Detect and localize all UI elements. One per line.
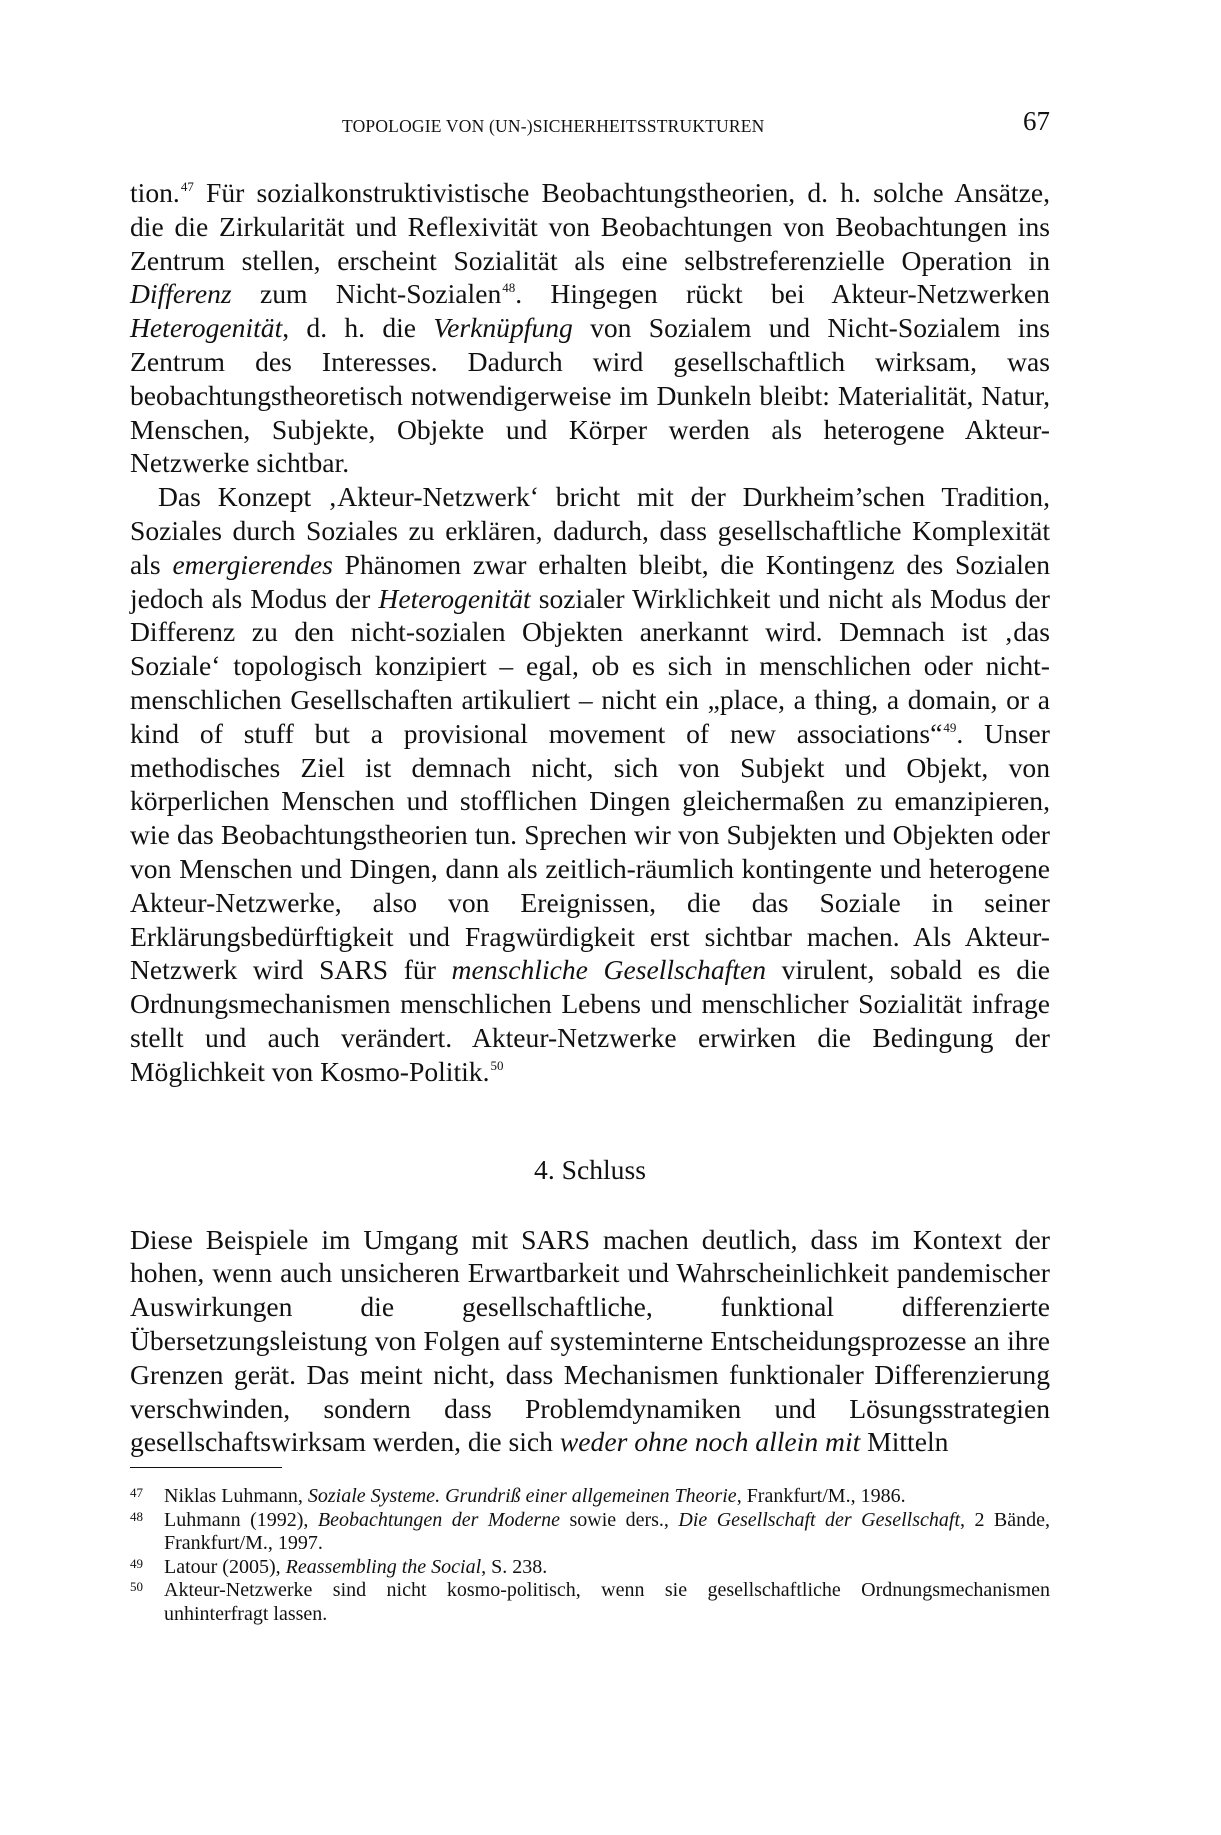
footnote-number: 50: [130, 1579, 143, 1594]
text-run: . Hingegen rückt bei Akteur-Netzwerken: [515, 278, 1050, 310]
footnote-ref-48[interactable]: 48: [502, 280, 516, 296]
text-run: Latour (2005),: [164, 1555, 286, 1578]
text-run: Für sozialkonstruktivistische Beobachtungstheorien, d. h. solche Ansätze, die die Zirkularität und Reflexivität von Beobachtungen von Beobachtungen ins Zentrum stellen, erscheint Sozialität als eine selbstreferenzielle Operation in: [130, 177, 1050, 276]
text-run: , Frankfurt/M., 1986.: [736, 1485, 906, 1507]
text-run: tion.: [130, 177, 180, 208]
emphasis: Heterogenität: [130, 312, 283, 344]
page-header: [130, 104, 1050, 144]
text-run: Das Konzept ‚Akteur-Netzwerk‘ bricht mit der Durkheim’schen Tradition, Soziales durch Soziales zu erklären, dadurch, dass gesellschaftliche Komplexität als: [130, 481, 1050, 580]
emphasis: Die Gesellschaft der Gesellschaft: [678, 1508, 960, 1531]
text-run: , S. 238.: [481, 1555, 548, 1578]
text-run: Phänomen zwar erhalten bleibt, die Kontingenz des Sozialen jedoch als Modus der: [130, 548, 1050, 614]
text-run: Akteur-Netzwerke sind nicht kosmo-politisch, wenn sie gesellschaftliche Ordnungsmechanismen unhinterfragt lassen.: [164, 1579, 1050, 1625]
paragraph-1: [130, 176, 1050, 480]
emphasis: Beobachtungen der Moderne: [317, 1508, 561, 1531]
emphasis: menschliche Gesellschaften: [451, 954, 767, 986]
paragraph-3: [130, 1223, 1050, 1460]
footnote-ref-49[interactable]: 49: [943, 719, 957, 735]
emphasis: weder ohne noch allein mit: [559, 1426, 861, 1458]
body-text: [130, 176, 1050, 1459]
emphasis: Differenz: [130, 278, 232, 310]
footnote-ref-47[interactable]: 47: [180, 179, 194, 194]
paragraph-2: [130, 480, 1050, 1088]
footnotes: [130, 1485, 1050, 1626]
text-run: , d. h. die: [282, 312, 434, 344]
footnote-number: 49: [130, 1555, 143, 1571]
footnote-number: 47: [130, 1485, 143, 1500]
page-number: 67: [1023, 106, 1050, 136]
text-run: von Sozialem und Nicht-Sozialem ins Zentrum des Interesses. Dadurch wird gesellschaftlich wirksam, was beobachtungstheoretisch notwendigerweise im Dunkeln bleibt: Materialität, Natur, Menschen, Subjekte, Objekte und Körper werden als heterogene Akteur-Netzwerke sichtbar.: [130, 312, 1050, 479]
footnote-separator: [130, 1467, 282, 1468]
running-head: TOPOLOGIE VON (UN-)SICHERHEITSSTRUKTUREN: [342, 116, 765, 136]
footnote-number: 48: [130, 1508, 143, 1524]
text-run: virulent, sobald es die Ordnungsmechanismen menschlichen Lebens und menschlicher Sozialität infrage stellt und auch verändert. Akteur-Netzwerke erwirken die Bedingung der Möglichkeit von Kosmo-Politik.: [130, 954, 1050, 1087]
text-run: Luhmann (1992),: [164, 1508, 318, 1531]
footnote-47: [130, 1485, 1050, 1509]
emphasis: emergierendes: [172, 548, 333, 580]
text-run: Diese Beispiele im Umgang mit SARS machen deutlich, dass im Kontext der hohen, wenn auch unsicheren Erwartbarkeit und Wahrscheinlichkeit pandemischer Auswirkungen die gesellschaftliche, funktional differenzierte Übersetzungsleistung von Folgen auf systeminterne Entscheidungsprozesse an ihre Grenzen gerät. Das meint nicht, dass Mechanismen funktionaler Differenzierung verschwinden, sondern dass Problemdynamiken und Lösungsstrategien gesellschaftswirksam werden, die sich: [130, 1223, 1050, 1458]
text-run: zum Nicht-Sozialen: [231, 278, 502, 310]
emphasis: Reassembling the Social: [285, 1555, 482, 1578]
text-run: . Unser methodisches Ziel ist demnach nicht, sich von Subjekt und Objekt, von körperlichen Menschen und stofflichen Dingen gleichermaßen zu emanzipieren, wie das Beobachtungstheorien tun. Sprechen wir von Subjekten und Objekten oder von Menschen und Dingen, dann als zeitlich-räumlich kontingente und heterogene Akteur-Netzwerke, also von Ereignissen, die das Soziale in seiner Erklärungsbedürftigkeit und Fragwürdigkeit erst sichtbar machen. Als Akteur-Netzwerk wird SARS für: [130, 717, 1050, 986]
footnote-ref-50[interactable]: 50: [490, 1057, 504, 1073]
footnote-50: [130, 1579, 1050, 1626]
text-run: sozialer Wirklichkeit und nicht als Modus der Differenz zu den nicht-sozialen Objekten anerkannt wird. Demnach ist ‚das Soziale‘ topologisch konzipiert – egal, ob es sich in menschlichen oder nicht-menschlichen Gesellschaften artikuliert – nicht ein „place, a thing, a domain, or a kind of stuff but a provisional movement of new associations“: [130, 582, 1050, 749]
text-run: Mitteln: [860, 1426, 949, 1458]
text-run: , 2 Bände, Frankfurt/M., 1997.: [164, 1508, 1050, 1554]
text-run: sowie ders.,: [560, 1508, 679, 1531]
emphasis: Heterogenität: [378, 582, 531, 614]
section-heading: 4. Schluss: [534, 1153, 646, 1185]
emphasis: Verknüpfung: [433, 312, 573, 344]
emphasis: Soziale Systeme. Grundriß einer allgemeinen Theorie: [307, 1485, 737, 1507]
text-run: Niklas Luhmann,: [164, 1485, 308, 1507]
footnote-48: [130, 1509, 1050, 1556]
footnote-49: [130, 1556, 1050, 1580]
